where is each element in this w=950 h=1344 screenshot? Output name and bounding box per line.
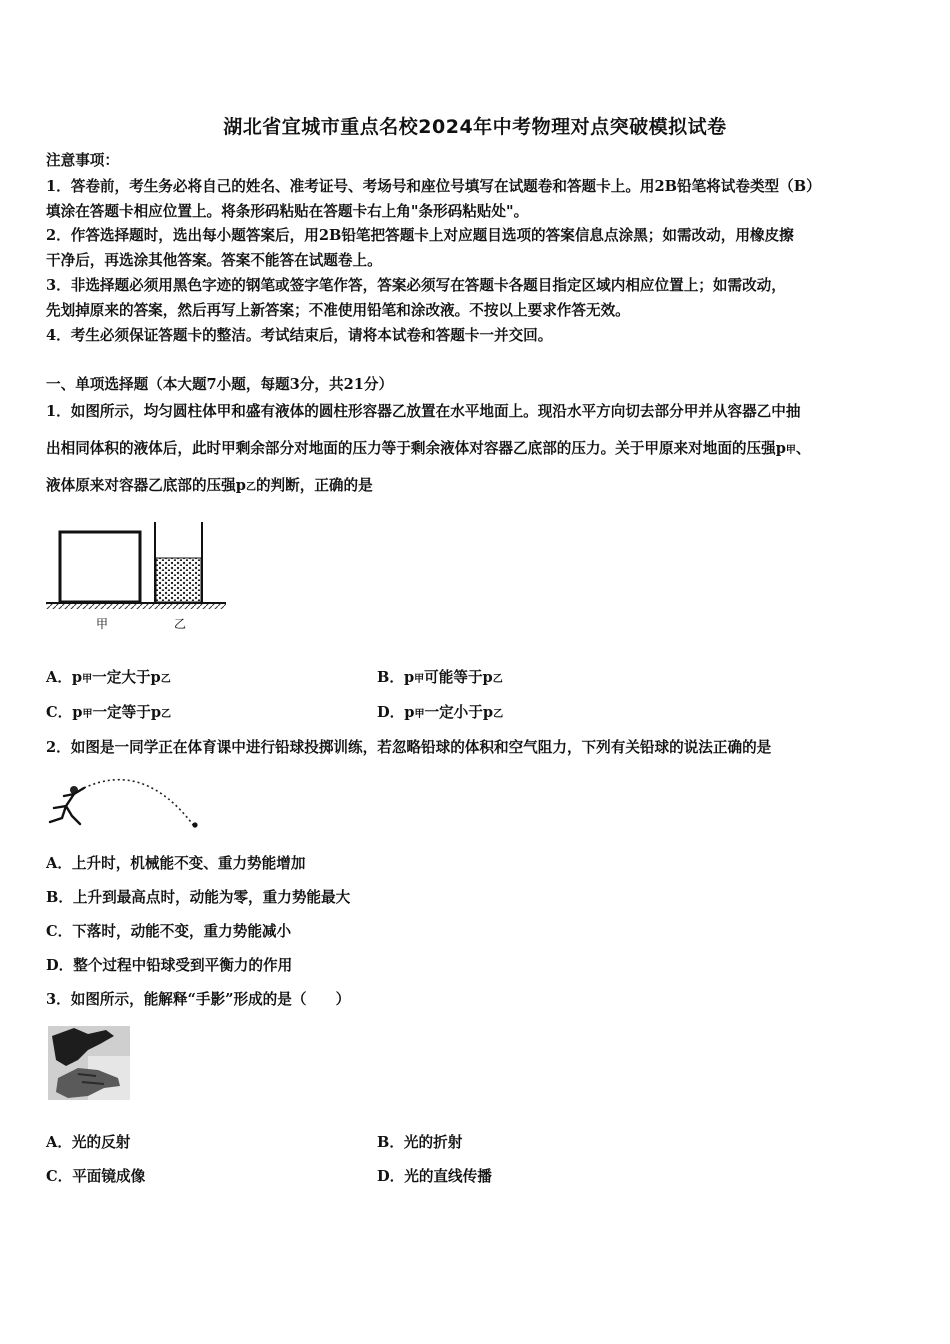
q1-option-a-label: A． <box>46 669 72 686</box>
athlete-body <box>50 788 84 824</box>
q3-option-c[interactable]: C．平面镜成像 <box>46 1168 146 1185</box>
liquid <box>156 558 201 602</box>
q1-option-a-sub1: 甲 <box>82 674 93 685</box>
shot-ball <box>192 822 197 827</box>
q3-figure-hand-shadow <box>48 1026 130 1100</box>
q3-option-a[interactable]: A．光的反射 <box>46 1134 131 1151</box>
q1-option-c-sub1: 甲 <box>82 709 93 720</box>
section-heading: 一、单项选择题（本大题7小题，每题3分，共21分） <box>46 376 394 393</box>
q1-option-a-pre: p <box>71 669 83 686</box>
page-title: 湖北省宜城市重点名校2024年中考物理对点突破模拟试卷 <box>223 116 727 138</box>
q1-option-d-sub1: 甲 <box>414 709 425 720</box>
notes-line-7: 4．考生必须保证答题卡的整洁。考试结束后，请将本试卷和答题卡一并交回。 <box>46 327 553 344</box>
q1-option-d[interactable] <box>377 703 503 725</box>
q2-figure-shot-put <box>44 766 204 832</box>
q3-stem: 3．如图所示，能解释“手影”形成的是（ ） <box>46 991 351 1008</box>
q1-stem-line-1: 1．如图所示，均匀圆柱体甲和盛有液体的圆柱形容器乙放置在水平地面上。现沿水平方向切去部分甲并从容器乙中抽 <box>46 403 801 420</box>
ground-hatch <box>46 604 226 609</box>
q1-line3-post: 的判断，正确的是 <box>255 477 373 494</box>
notes-line-2: 填涂在答题卡相应位置上。将条形码粘贴在答题卡右上角"条形码粘贴处"。 <box>46 203 529 220</box>
q1-stem-line-2 <box>46 439 916 461</box>
q1-figure <box>44 516 234 636</box>
q3-option-b[interactable]: B．光的折射 <box>377 1134 463 1151</box>
q1-option-a-sub2: 乙 <box>160 674 171 685</box>
q1-option-b-sub2: 乙 <box>492 674 503 685</box>
q2-option-a[interactable]: A．上升时，机械能不变、重力势能增加 <box>46 855 306 872</box>
q1-option-d-sub2: 乙 <box>493 709 504 720</box>
q1-option-d-pre: p <box>404 704 415 721</box>
q1-option-a[interactable] <box>46 668 171 690</box>
fig-label-jia: 甲 <box>96 617 109 631</box>
q1-option-c[interactable] <box>46 703 171 725</box>
q2-option-c[interactable]: C．下落时，动能不变，重力势能减小 <box>46 923 292 940</box>
q1-option-d-mid: 一定小于p <box>424 704 494 721</box>
q1-option-b-pre: p <box>403 669 415 686</box>
q3-option-d[interactable]: D．光的直线传播 <box>377 1168 492 1185</box>
q1-option-c-sub2: 乙 <box>161 709 172 720</box>
q1-stem-line-3 <box>46 476 916 498</box>
q1-option-b-mid: 可能等于p <box>424 669 493 686</box>
q1-option-c-pre: p <box>72 704 83 721</box>
notes-line-4: 干净后，再选涂其他答案。答案不能答在试题卷上。 <box>46 252 382 269</box>
trajectory <box>84 780 194 826</box>
q1-option-c-mid: 一定等于p <box>92 704 162 721</box>
q1-option-b-sub1: 甲 <box>414 674 425 685</box>
notes-heading: 注意事项： <box>46 152 119 169</box>
q1-line2-sub: 甲 <box>785 445 796 456</box>
notes-line-6: 先划掉原来的答案，然后再写上新答案；不准使用铅笔和涂改液。不按以上要求作答无效。 <box>46 302 630 319</box>
q2-option-d[interactable]: D．整个过程中铅球受到平衡力的作用 <box>46 957 293 974</box>
q1-option-b-label: B． <box>377 669 404 686</box>
q1-option-b[interactable] <box>377 668 503 690</box>
q2-option-b[interactable]: B．上升到最高点时，动能为零，重力势能最大 <box>46 889 351 906</box>
notes-line-5: 3．非选择题必须用黑色字迹的钢笔或签字笔作答，答案必须写在答题卡各题目指定区域内相应位置上；如需改动， <box>46 277 786 294</box>
q1-line3-sub: 乙 <box>245 482 256 493</box>
q1-line2-text: 出相同体积的液体后，此时甲剩余部分对地面的压力等于剩余液体对容器乙底部的压力。关于甲原来对地面的压强p <box>46 440 786 457</box>
q1-option-d-label: D． <box>377 704 405 721</box>
q1-line3-pre: 液体原来对容器乙底部的压强p <box>46 477 246 494</box>
q1-option-c-label: C． <box>46 704 73 721</box>
q2-stem: 2．如图是一同学正在体育课中进行铅球投掷训练，若忽略铅球的体积和空气阻力，下列有关铅球的说法正确的是 <box>46 739 772 756</box>
q1-line2-end: 、 <box>795 440 811 457</box>
notes-line-3: 2．作答选择题时，选出每小题答案后，用2B铅笔把答题卡上对应题目选项的答案信息点涂黑；如需改动，用橡皮擦 <box>46 227 794 244</box>
cylinder-jia <box>60 532 140 602</box>
fig-label-yi: 乙 <box>174 617 187 631</box>
q1-option-a-mid: 一定大于p <box>92 669 161 686</box>
notes-line-1: 1．答卷前，考生务必将自己的姓名、准考证号、考场号和座位号填写在试题卷和答题卡上。用2B铅笔将试卷类型（B） <box>46 178 821 195</box>
